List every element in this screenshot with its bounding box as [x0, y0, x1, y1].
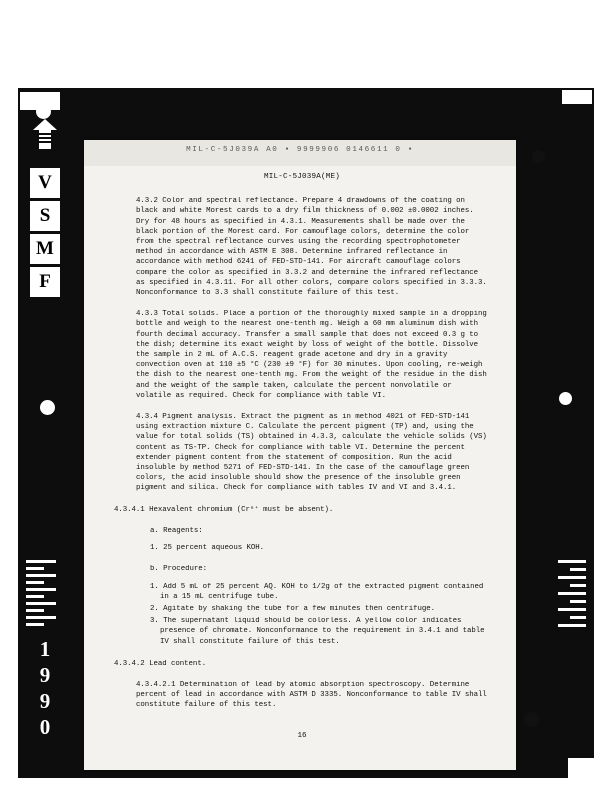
- label-reagents: a. Reagents:: [150, 526, 203, 535]
- up-arrow-icon: [32, 118, 58, 150]
- paragraph-4-3-4: 4.3.4 Pigment analysis. Extract the pigment as in method 4021 of FED-STD-141 using extraction mixture C. Calculate the percent pigment (TP) and, using the value for total solids (TS) obtained in 4.3.3, calculate the vehicle solids (VS) content as TS-TP. Check for compliance with table VI. Determine the percent extender pigment content from the statement of composition. Run the acid insoluble by method 5271 of FED-STD-141. In the case of the camouflage green colors, the acid insoluble should show the presence of the insoluble green pigment and silica. Check for compliance with tables IV and VI and 3.4.1.: [136, 413, 487, 493]
- year-digit-0: 0: [39, 715, 51, 739]
- paragraph-4-3-2: 4.3.2 Color and spectral reflectance. Prepare 4 drawdowns of the coating on black and white Morest cards to a dry film thickness of 0.002 ±0.0002 inches. Dry for 48 hours as specified in 4.3.1. Measurements shall be made over the black portion of the Morest card. For camouflage colors, determine the color from the spectral reflectance curves using the recording spectrophotometer method in accordance with ASTM E 308. Determine infrared reflectance in accordance with method 6241 of FED-STD-141. For aircraft camouflage colors compare the color as specified in 3.3.2 and determine the infrared reflectance as specified in 4.3.11. For all other colors, compare colors specified in 3.3.3. Nonconformance to 3.3 shall constitute failure of this test.: [136, 197, 487, 298]
- document-page: [84, 140, 516, 770]
- reagent-item-1: 1. 25 percent aqueous KOH.: [150, 544, 265, 553]
- film-rail-ruler-left: [26, 560, 62, 630]
- document-number: MIL-C-5J039A(ME): [263, 173, 341, 181]
- procedure-item-3: 3. The supernatant liquid should be colorless. A yellow color indicates presence of chromate. Nonconformance to the requirement in 3.4.1 and table IV shall constitute failure of this test.: [150, 617, 485, 646]
- rail-letter-s: S: [30, 201, 60, 231]
- frame-edge-bottom-right: [568, 758, 594, 778]
- registration-dot-lower-right: [524, 712, 539, 727]
- heading-4-3-4-2: 4.3.4.2 Lead content.: [114, 659, 207, 668]
- film-rail-ruler-right: [552, 560, 586, 630]
- rail-letter-v: V: [30, 168, 60, 198]
- rail-letter-f: F: [30, 267, 60, 297]
- frame-edge-top-right: [562, 90, 592, 104]
- year-digit-9b: 9: [39, 689, 51, 713]
- rail-letter-m: M: [30, 234, 60, 264]
- film-rail-year: [30, 636, 60, 740]
- page-number: 16: [297, 731, 307, 740]
- film-rail-letters: [30, 168, 60, 300]
- registration-dot-top-left: [36, 104, 51, 119]
- registration-dot-mid-left: [40, 400, 55, 415]
- year-digit-9a: 9: [39, 663, 51, 687]
- paragraph-4-3-3: 4.3.3 Total solids. Place a portion of the thoroughly mixed sample in a dropping bottle and weigh to the nearest one-tenth mg. Weigh a 60 mm aluminum dish with fourth decimal accuracy. Transfer a small sample that does not exceed 0.3 g to the dish; determine its exact weight by loss of weight of the bottle. Dissolve the sample in 2 mL of A.C.S. reagent grade acetone and dry in a gravity convection oven at 110 ±5 °C (230 ±9 °F) for 30 minutes. Upon cooling, re-weigh the dish to the nearest one-tenth mg. From the weight of the residue in the dish and the weight of the sample taken, calculate the percent nonvolatile or volatile as required. Check for compliance with table VI.: [136, 310, 487, 400]
- procedure-item-1: 1. Add 5 mL of 25 percent AQ. KOH to 1/2g of the extracted pigment contained in a 15 mL centrifuge tube.: [150, 582, 484, 601]
- label-procedure: b. Procedure:: [150, 565, 208, 574]
- film-header-text: MIL-C-5J039A A0 ▪ 9999906 0146611 0 ▪: [186, 146, 414, 154]
- year-digit-1: 1: [39, 637, 51, 661]
- paragraph-4-3-4-2-1: 4.3.4.2.1 Determination of lead by atomic absorption spectroscopy. Determine percent of lead in accordance with ASTM D 3335. Nonconformance to table IV shall constitute failure of this test.: [136, 680, 487, 710]
- registration-dot-upper-right: [532, 150, 545, 163]
- procedure-item-2: 2. Agitate by shaking the tube for a few minutes then centrifuge.: [150, 604, 436, 613]
- document-body: [84, 140, 516, 770]
- heading-4-3-4-1: 4.3.4.1 Hexavalent chromium (Cr⁶⁺ must be absent).: [114, 505, 334, 514]
- registration-dot-mid-right: [559, 392, 572, 405]
